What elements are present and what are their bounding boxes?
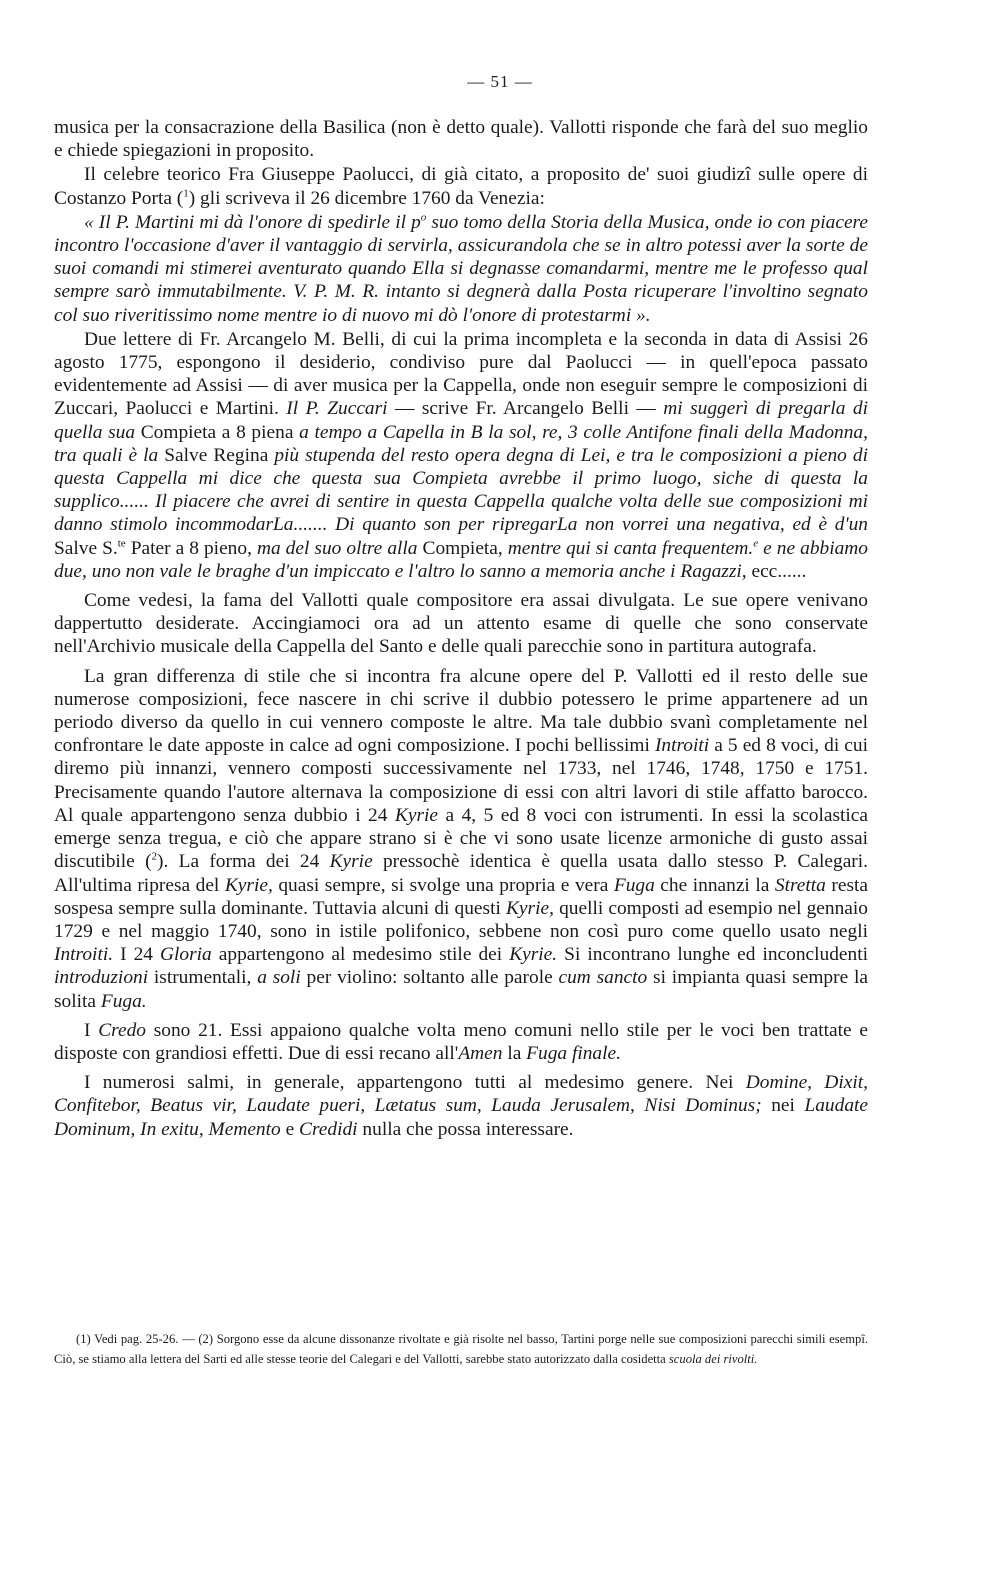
text-run: la <box>502 1042 527 1064</box>
superscript: o <box>420 211 427 224</box>
footnotes <box>54 1330 868 1369</box>
paragraph-p4 <box>54 589 868 659</box>
italic-run: ma del suo oltre alla <box>256 537 418 559</box>
text-run: « Il P. Martini mi dà l'onore di spedirle il p <box>84 211 421 233</box>
text-run: La gran differenza di stile che si incontra fra alcune opere del P. Vallotti ed il resto delle sue numerose composizioni, fece nascere in chi scrive il dubbio potessero le prime appartenere ad un periodo diverso da quello in cui vennero composte le altre. Ma tale dubbio svanì completamente nel confrontare le date apposte in calce ad ogni composizione. I pochi bellissimi <box>54 665 868 757</box>
italic-run: Laudate Dominum, In exitu, Memento <box>54 1095 869 1140</box>
text-run: per violino: soltanto alle parole <box>300 967 559 989</box>
italic-run: Stretta <box>774 874 826 896</box>
text-run: I <box>84 1019 99 1041</box>
text-run: si impianta quasi sempre la solita <box>54 967 868 1012</box>
superscript: e <box>753 537 759 550</box>
italic-run: a tempo a Capella in B la sol, re, 3 colle Antifone finali della Madonna, tra quali è la <box>54 421 868 466</box>
italic-run: a soli <box>257 967 301 989</box>
italic-run: più stupenda del resto opera degna di Lei, e tra le composizioni a pieno di questa Cappella mi dice che questa sua Compieta avrebbe il primo luogo, siche di questa la supplico...... Il piacere che avrei di sentire in questa Cappella qualche volta delle sue composizioni mi danno stimolo incommodarLa....... Di quanto son per ripregarLa non vorrei una negativa, ed è d'un <box>54 444 868 536</box>
text-run: a 5 ed 8 voci, di cui diremo più innanzi, vennero composti successivamente nel 1733, nel 1746, 1748, 1750 e 1751. Precisamente quando l'autore alternava la composizione di essi con altri lavori di stile affatto barocco. Al quale appartengono senza dubbio i 24 <box>54 735 868 826</box>
text-run: e <box>280 1118 300 1140</box>
italic-run: Kyrie <box>329 851 373 873</box>
paragraph-p7 <box>54 1071 868 1141</box>
italic-run: introduzioni <box>54 967 149 989</box>
text-run: nulla che possa interessare. <box>357 1118 574 1140</box>
text-run: che innanzi la <box>654 874 775 896</box>
text-run: Due lettere di Fr. Arcangelo M. Belli, di cui la prima incompleta e la seconda in data di Assisi 26 agosto 1775, espongono il desiderio, condiviso pure dal Paolucci — in quell'epoca passato evidentemente ad Assisi — di aver musica per la Cappella, onde non eseguir sempre le composizioni di Zuccari, Paolucci e Martini. <box>54 328 868 420</box>
italic-run: mentre qui si canta frequentem. <box>507 537 754 559</box>
text-run: I numerosi salmi, in generale, appartengono tutti al medesimo genere. Nei <box>84 1072 746 1094</box>
text-run: Compieta a 8 piena <box>135 421 300 443</box>
italic-run: Fuga. <box>100 990 147 1012</box>
italic-run: Domine, Dixit, Confitebor, Beatus vir, Laudate pueri, Lætatus sum, Lauda Jerusalem, Nisi Dominus; <box>54 1072 868 1117</box>
text-run: — scrive Fr. Arcangelo Belli — <box>387 398 664 420</box>
text-run: istrumentali, <box>148 967 258 989</box>
text-run: Come vedesi, la fama del Vallotti quale compositore era assai divulgata. Le sue opere venivano dappertutto desiderate. Accingiamoci ora ad un attento esame di quelle che sono conservate nell'Archivio musicale della Cappella del Santo e delle quali parecchie sono in partitura autografa. <box>54 590 868 658</box>
footnote-f0 <box>54 1330 868 1369</box>
italic-run: Kyrie. <box>509 944 558 966</box>
italic-run: Fuga <box>613 874 655 896</box>
superscript: te <box>117 537 126 550</box>
text-run: ). La forma dei 24 <box>157 851 330 873</box>
italic-run: scuola dei rivolti. <box>668 1351 758 1366</box>
text-run: Si incontrano lunghe ed inconcludenti <box>557 944 868 966</box>
superscript: 2 <box>151 850 158 863</box>
italic-run: cum sancto <box>558 967 648 989</box>
italic-run: Credidi <box>299 1118 358 1140</box>
text-run: Il celebre teorico Fra Giuseppe Paolucci, di già citato, a proposito de' suoi giudizî sulle opere di Costanzo Porta ( <box>54 164 868 209</box>
paragraph-p5 <box>54 665 868 1013</box>
italic-run: Introiti. <box>54 944 114 966</box>
italic-run: Credo <box>98 1019 146 1041</box>
italic-run: Kyrie, <box>506 897 554 919</box>
text-run: Compieta, <box>417 537 508 559</box>
paragraph-p0 <box>54 116 868 162</box>
text-run: appartengono al medesimo stile dei <box>211 944 510 966</box>
italic-run: Il P. Zuccari <box>286 398 388 420</box>
text-run: ecc...... <box>746 560 807 582</box>
text-run: pressochè identica è quella usata dallo stesso P. Calegari. All'ultima ripresa del <box>54 851 868 896</box>
paragraph-p6 <box>54 1019 868 1065</box>
paragraph-p1 <box>54 163 868 209</box>
text-run: Salve Regina <box>158 444 275 466</box>
superscript: 1 <box>183 187 189 200</box>
italic-run: e ne abbiamo due, uno non vale le braghe d'un impiccato e l'altro lo sanno a memoria anche i Ragazzi, <box>54 537 868 582</box>
text-run: musica per la consacrazione della Basilica (non è detto quale). Vallotti risponde che farà del suo meglio e chiede spiegazioni in proposito. <box>54 117 868 162</box>
italic-run: Introiti <box>654 735 710 757</box>
paragraph-p2 <box>54 211 868 327</box>
italic-run: Kyrie, <box>224 874 273 896</box>
italic-run: Kyrie <box>394 804 439 826</box>
italic-run: Amen <box>458 1042 503 1064</box>
text-run: quelli composti ad esempio nel gennaio 1729 e nel maggio 1740, sono in istile polifonico, sebbene non così puro come quello usato negli <box>54 897 868 942</box>
italic-run: Gloria <box>160 944 212 966</box>
italic-run: mi suggerì di pregarla di quella sua <box>54 398 868 443</box>
text-run: ) gli scriveva il 26 dicembre 1760 da Venezia: <box>188 187 545 209</box>
text-run: resta sospesa sempre sulla dominante. Tuttavia alcuni di questi <box>54 874 869 919</box>
text-run: I 24 <box>113 944 161 966</box>
text-run: Salve S. <box>54 537 118 559</box>
text-run: Pater a 8 pieno, <box>125 537 257 559</box>
text-run: sono 21. Essi appaiono qualche volta meno comuni nello stile per le voci ben trattate e disposte con grandiosi effetti. Due di essi recano all' <box>54 1019 868 1064</box>
text-run: suo tomo della Storia della Musica, onde io con piacere incontro l'occasione d'aver il vantaggio di servirla, assicurandola che se in altro potessi aver la sorte de suoi comandi mi stimerei aventurato quando Ella si degnasse comandarmi, mentre me le professo qual sempre sarò immutabilmente. V. P. M. R. intanto si degnerà dalla Posta ricuperare l'involtino segnato col suo riveritissimo nome mentre io di nuovo mi dò l'onore di protestarmi ». <box>54 211 868 326</box>
paragraph-p3 <box>54 328 868 583</box>
body-text <box>54 116 868 1142</box>
italic-run: Fuga finale. <box>526 1042 621 1064</box>
text-run: nei <box>761 1095 805 1117</box>
text-run: quasi sempre, si svolge una propria e vera <box>272 874 614 896</box>
text-run: (1) Vedi pag. 25-26. — (2) Sorgono esse da alcune dissonanze rivoltate e già risolte nel basso, Tartini porge nelle sue composizioni parecchi simili esempî. Ciò, se stiamo alla lettera del Sarti ed alle stesse teorie del Calegari e del Vallotti, sarebbe stato autorizzato dalla cosidetta <box>54 1332 868 1366</box>
page-number: — 51 — <box>467 72 533 91</box>
text-run: a 4, 5 ed 8 voci con istrumenti. In essi la scolastica emerge senza tregua, e ciò che appare strano si è che vi sono usate licenze armoniche di gusto assai discutibile ( <box>54 804 868 873</box>
